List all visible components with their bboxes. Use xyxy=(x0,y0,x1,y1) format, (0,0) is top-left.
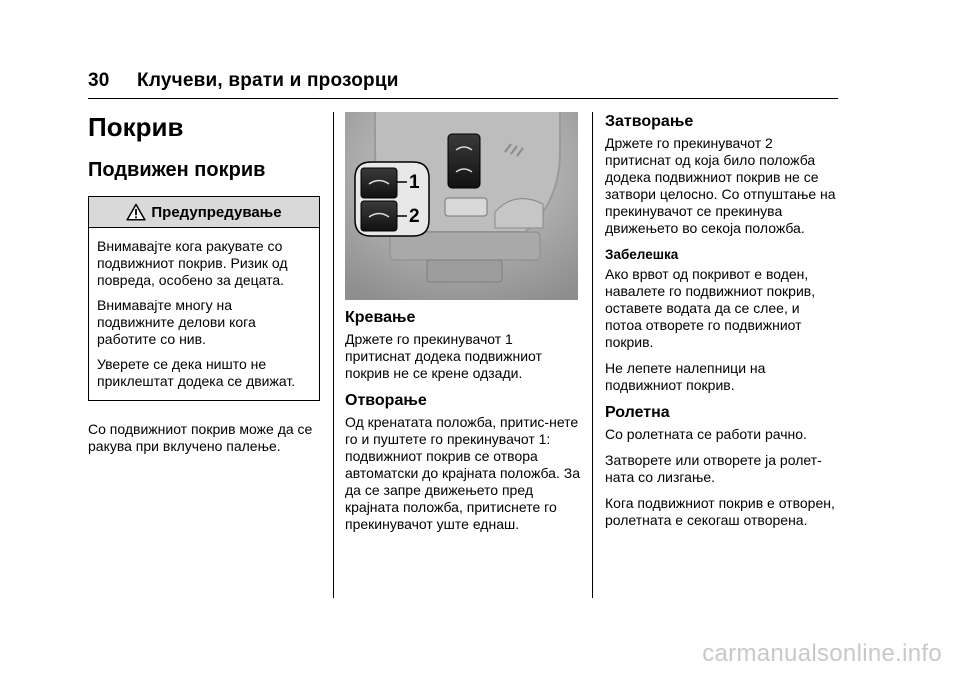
sunroof-switch-photo xyxy=(345,112,578,300)
section-text-blind: Со ролетната се работи рачно. xyxy=(605,426,807,442)
callout-label-1: 1 xyxy=(409,172,420,193)
section-title-raise: Кревање xyxy=(345,309,416,326)
warning-paragraph: Внимавајте кога ракувате со подвижниот покрив. Ризик од повреда, особено за децата. xyxy=(97,238,288,288)
column-1 xyxy=(88,112,320,464)
section-text-blind: Кога подвижниот покрив е отворен, ролетната е секогаш отворена. xyxy=(605,495,835,528)
header-rule xyxy=(88,98,838,99)
page-number: 30 xyxy=(88,70,110,91)
column-2 xyxy=(345,112,580,542)
callout-label-2: 2 xyxy=(409,206,420,227)
warning-heading: Предупредување xyxy=(151,203,282,221)
note-text: Ако врвот од покривот е воден, навалете го подвижниот покрив, оставете водата да се слее, и потоа отворете го подвижниот покрив. xyxy=(605,266,816,350)
warning-triangle-icon xyxy=(126,203,146,221)
warning-paragraph: Уверете се дека ништо не приклештат додека се движат. xyxy=(97,356,296,389)
section-text-raise: Држете го прекинувачот 1 притиснат додека подвижниот покрив не се крене одзади. xyxy=(345,331,542,381)
column-3 xyxy=(605,112,840,538)
section-text-open: Од кренатата положба, притис-нете го и пуштете го прекинувачот 1: подвижниот покрив се отвора автоматски до крајната положба. За да се запре движењето пред крајната положба, притиснете го прекинувачот уште еднаш. xyxy=(345,414,580,532)
column-divider-1 xyxy=(333,112,334,598)
warning-paragraph: Внимавајте многу на подвижните делови кога работите со нив. xyxy=(97,297,256,347)
page-title: Покрив xyxy=(88,112,184,142)
section-title-close: Затворање xyxy=(605,113,694,130)
subsection-title: Подвижен покрив xyxy=(88,159,266,181)
warning-header xyxy=(89,197,319,228)
section-title-blind: Ролетна xyxy=(605,404,670,421)
column-divider-2 xyxy=(592,112,593,598)
note-text: Не лепете налепници на подвижниот покрив. xyxy=(605,360,766,393)
warning-box xyxy=(88,196,320,401)
section-title-open: Отворање xyxy=(345,392,427,409)
section-text-blind: Затворете или отворете ја ролет-ната со лизгање. xyxy=(605,452,822,485)
watermark: carmanualsonline.info xyxy=(702,640,942,667)
note-title: Забелешка xyxy=(605,247,679,262)
body-text: Со подвижниот покрив може да се ракува при вклучено палење. xyxy=(88,421,313,454)
warning-body xyxy=(89,228,319,400)
page-header xyxy=(88,70,399,92)
section-title: Клучеви, врати и прозорци xyxy=(137,70,399,91)
section-text-close: Држете го прекинувачот 2 притиснат од која било положба додека подвижниот покрив не се затвори целосно. Со отпуштање на прекинувачот се прекинува движењето во секоја положба. xyxy=(605,135,836,236)
